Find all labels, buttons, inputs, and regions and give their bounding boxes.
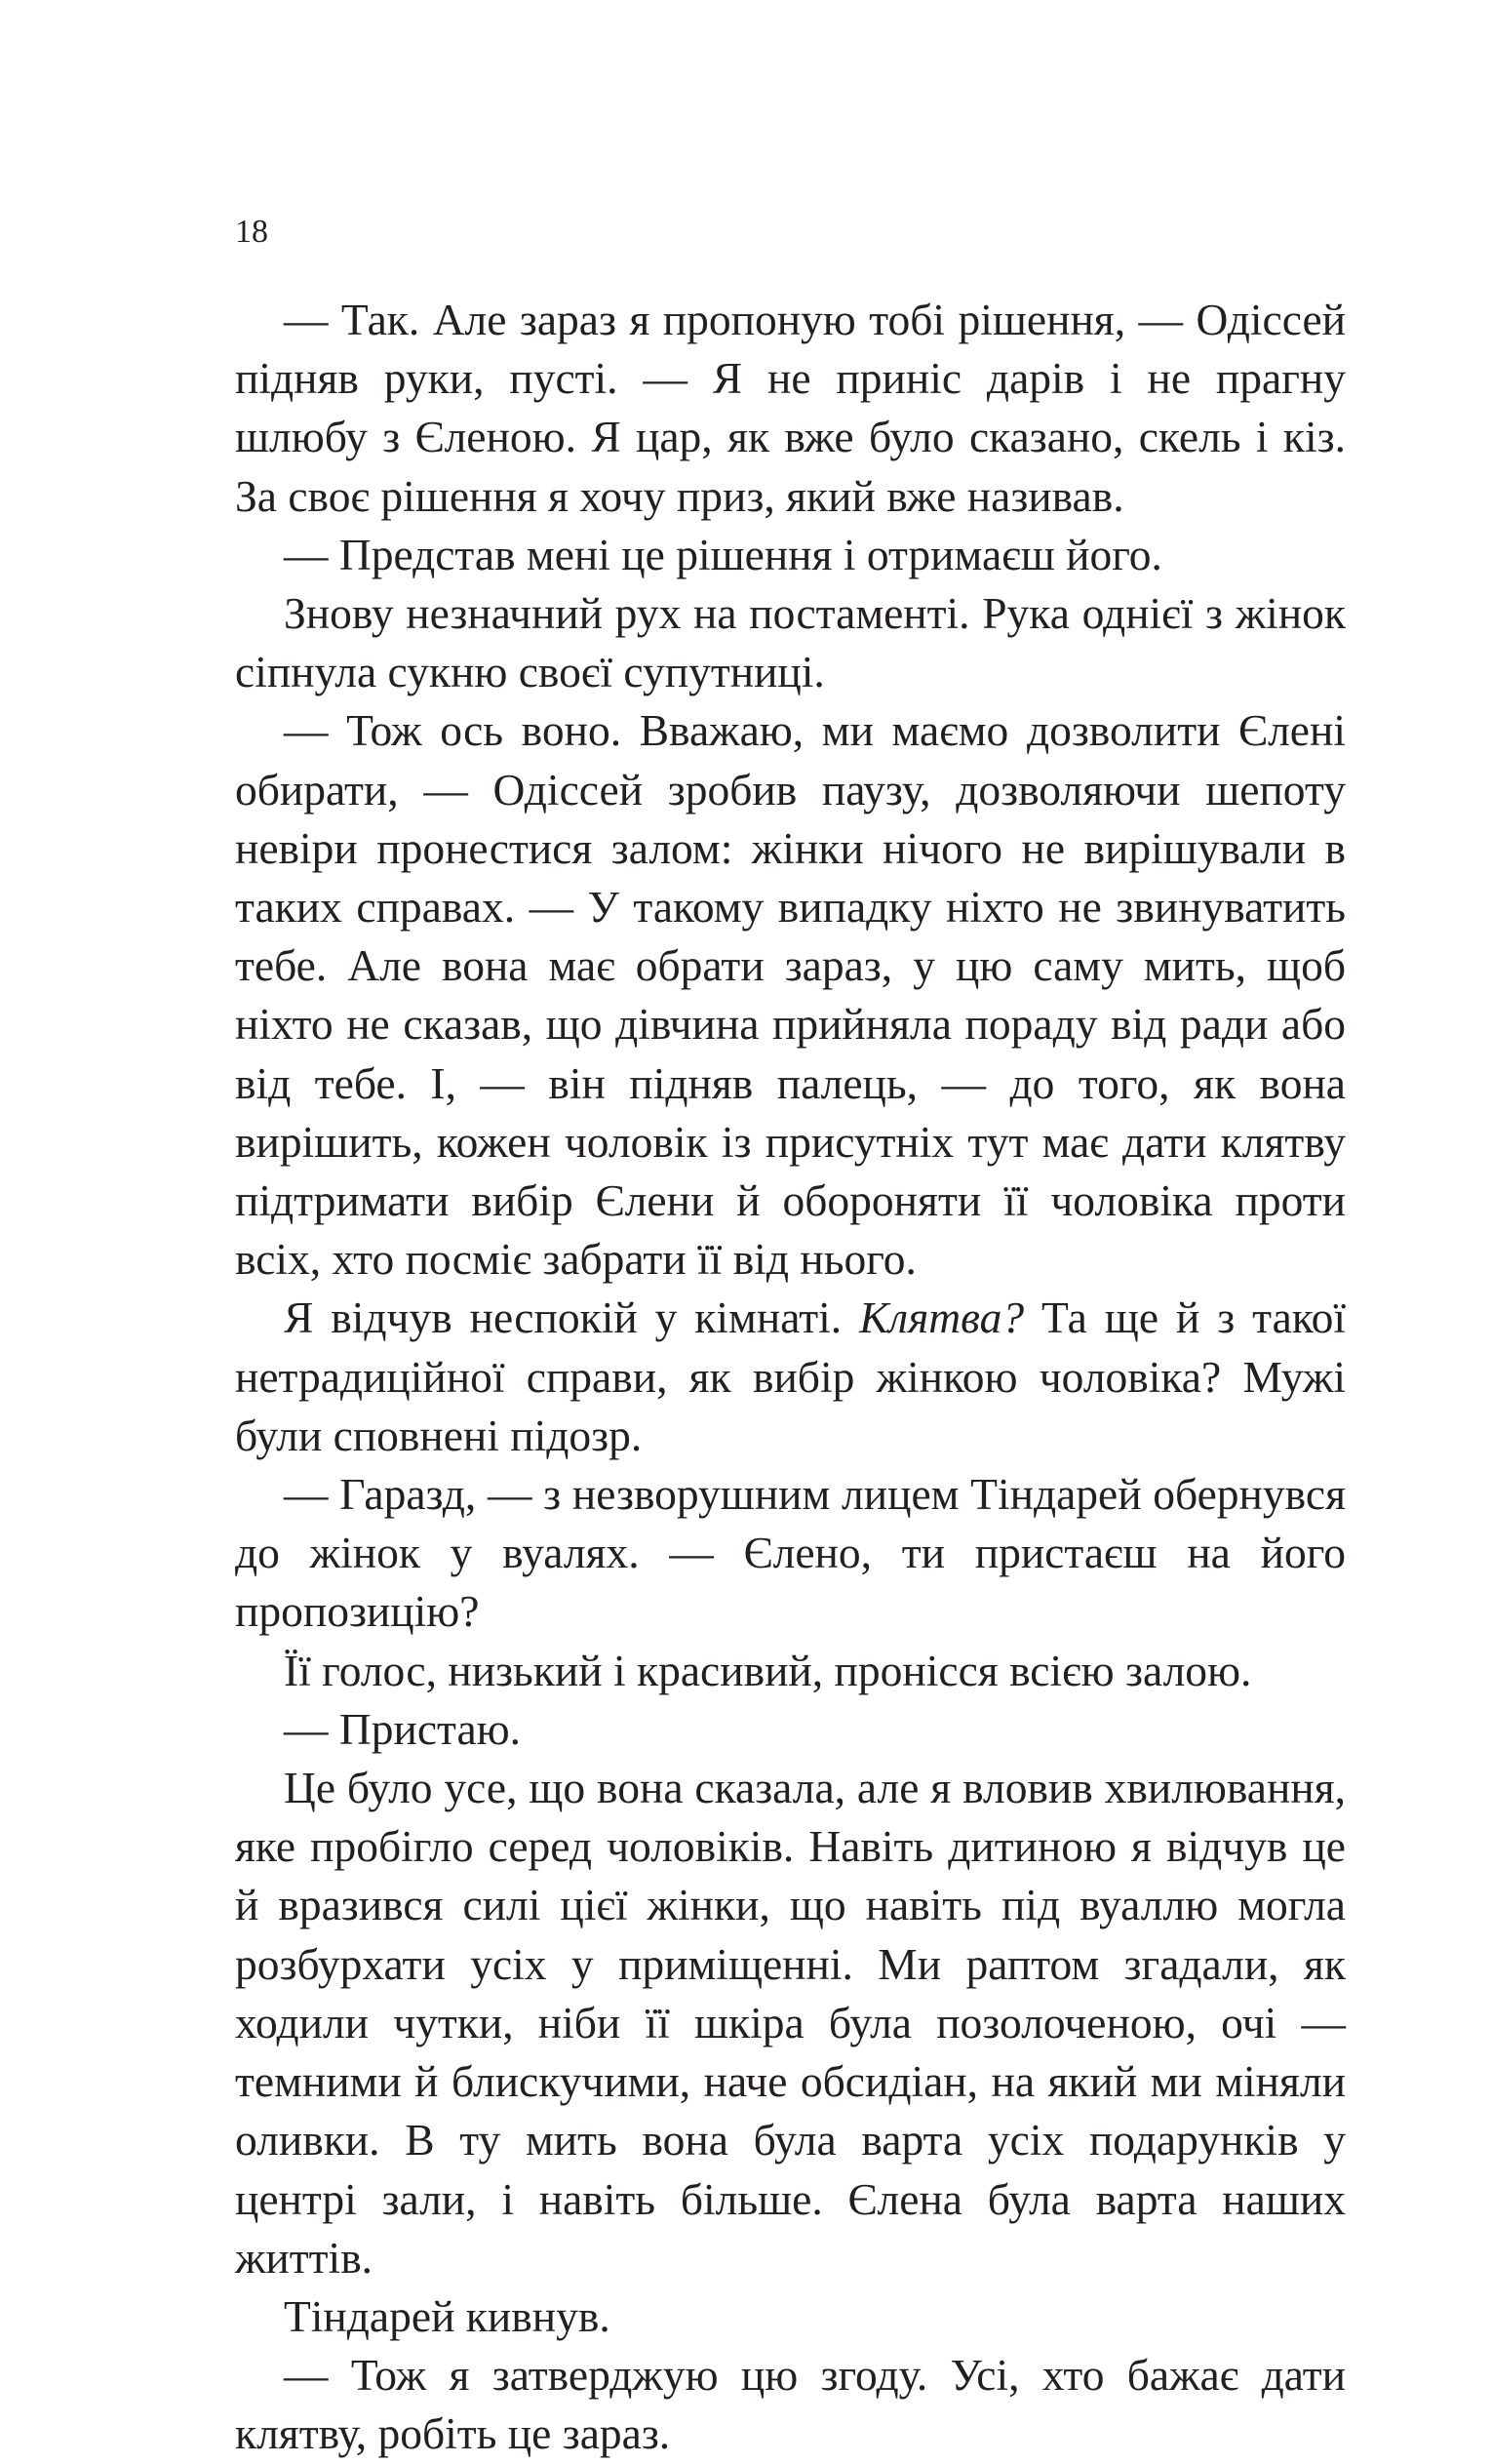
paragraph-8: — Пристаю. <box>284 1703 522 1754</box>
paragraph-6: — Гаразд, — з незворушним лицем Тіндарей обернувся до жінок у вуалях. — Єлено, ти пристаєш на його пропозицію? <box>235 1469 1346 1637</box>
text-body <box>235 291 1346 2464</box>
paragraph-5 <box>235 1289 1346 1465</box>
paragraph-4: — Тож ось воно. Вважаю, ми маємо дозволити Єлені обирати, — Одіссей зробив паузу, дозволяючи шепоту невіри пронестися залом: жінки нічого не вирішували в таких справах. — У такому випадку ніхто не звинуватить тебе. Але вона має обрати зараз, у цю саму мить, щоб ніхто не сказав, що дівчина прийняла пораду від ради або від тебе. І, — він підняв палець, — до того, як вона вирішить, кожен чоловік із присутніх тут має дати клятву підтримати вибір Єлени й обороняти її чоловіка проти всіх, хто посміє забрати її від нього. <box>235 705 1346 1285</box>
paragraph-9: Це було усе, що вона сказала, але я вловив хвилювання, яке пробігло серед чоловіків. Навіть дитиною я відчув це й вразився силі цієї жінки, що навіть під вуаллю могла розбурхати усіх у приміщенні. Ми раптом згадали, як ходили чутки, ніби її шкіра була позолоченою, очі — темними й блискучими, наче обсидіан, на який ми міняли оливки. В ту мить вона була варта усіх подарунків у центрі зали, і навіть більше. Єлена була варта наших життів. <box>235 1763 1346 2283</box>
page-number: 18 <box>235 214 268 250</box>
italic-word-oath: Клятва? <box>859 1292 1025 1343</box>
paragraph-1: — Так. Але зараз я пропоную тобі рішення, — Одіссей підняв руки, пусті. — Я не приніс дарів і не прагну шлюбу з Єленою. Я цар, як вже було сказано, скель і кіз. За своє рішення я хочу приз, який вже називав. <box>235 295 1346 521</box>
paragraph-7: Її голос, низький і красивий, пронісся всією залою. <box>284 1645 1252 1695</box>
paragraph-10: Тіндарей кивнув. <box>284 2290 610 2341</box>
paragraph-5-end: Та ще й з такої нетрадиційної справи, як вибір жінкою чоловіка? Мужі були сповнені підозр. <box>235 1292 1346 1460</box>
paragraph-5-start: Я відчув неспокій у кімнаті. <box>284 1292 860 1343</box>
paragraph-3: Знову незначний рух на постаменті. Рука однієї з жінок сіпнула сукню своєї супутниці. <box>235 588 1346 697</box>
paragraph-11: — Тож я затверджую цю згоду. Усі, хто бажає дати клятву, робіть це зараз. <box>235 2350 1346 2459</box>
paragraph-2: — Представ мені це рішення і отримаєш його. <box>284 529 1162 579</box>
